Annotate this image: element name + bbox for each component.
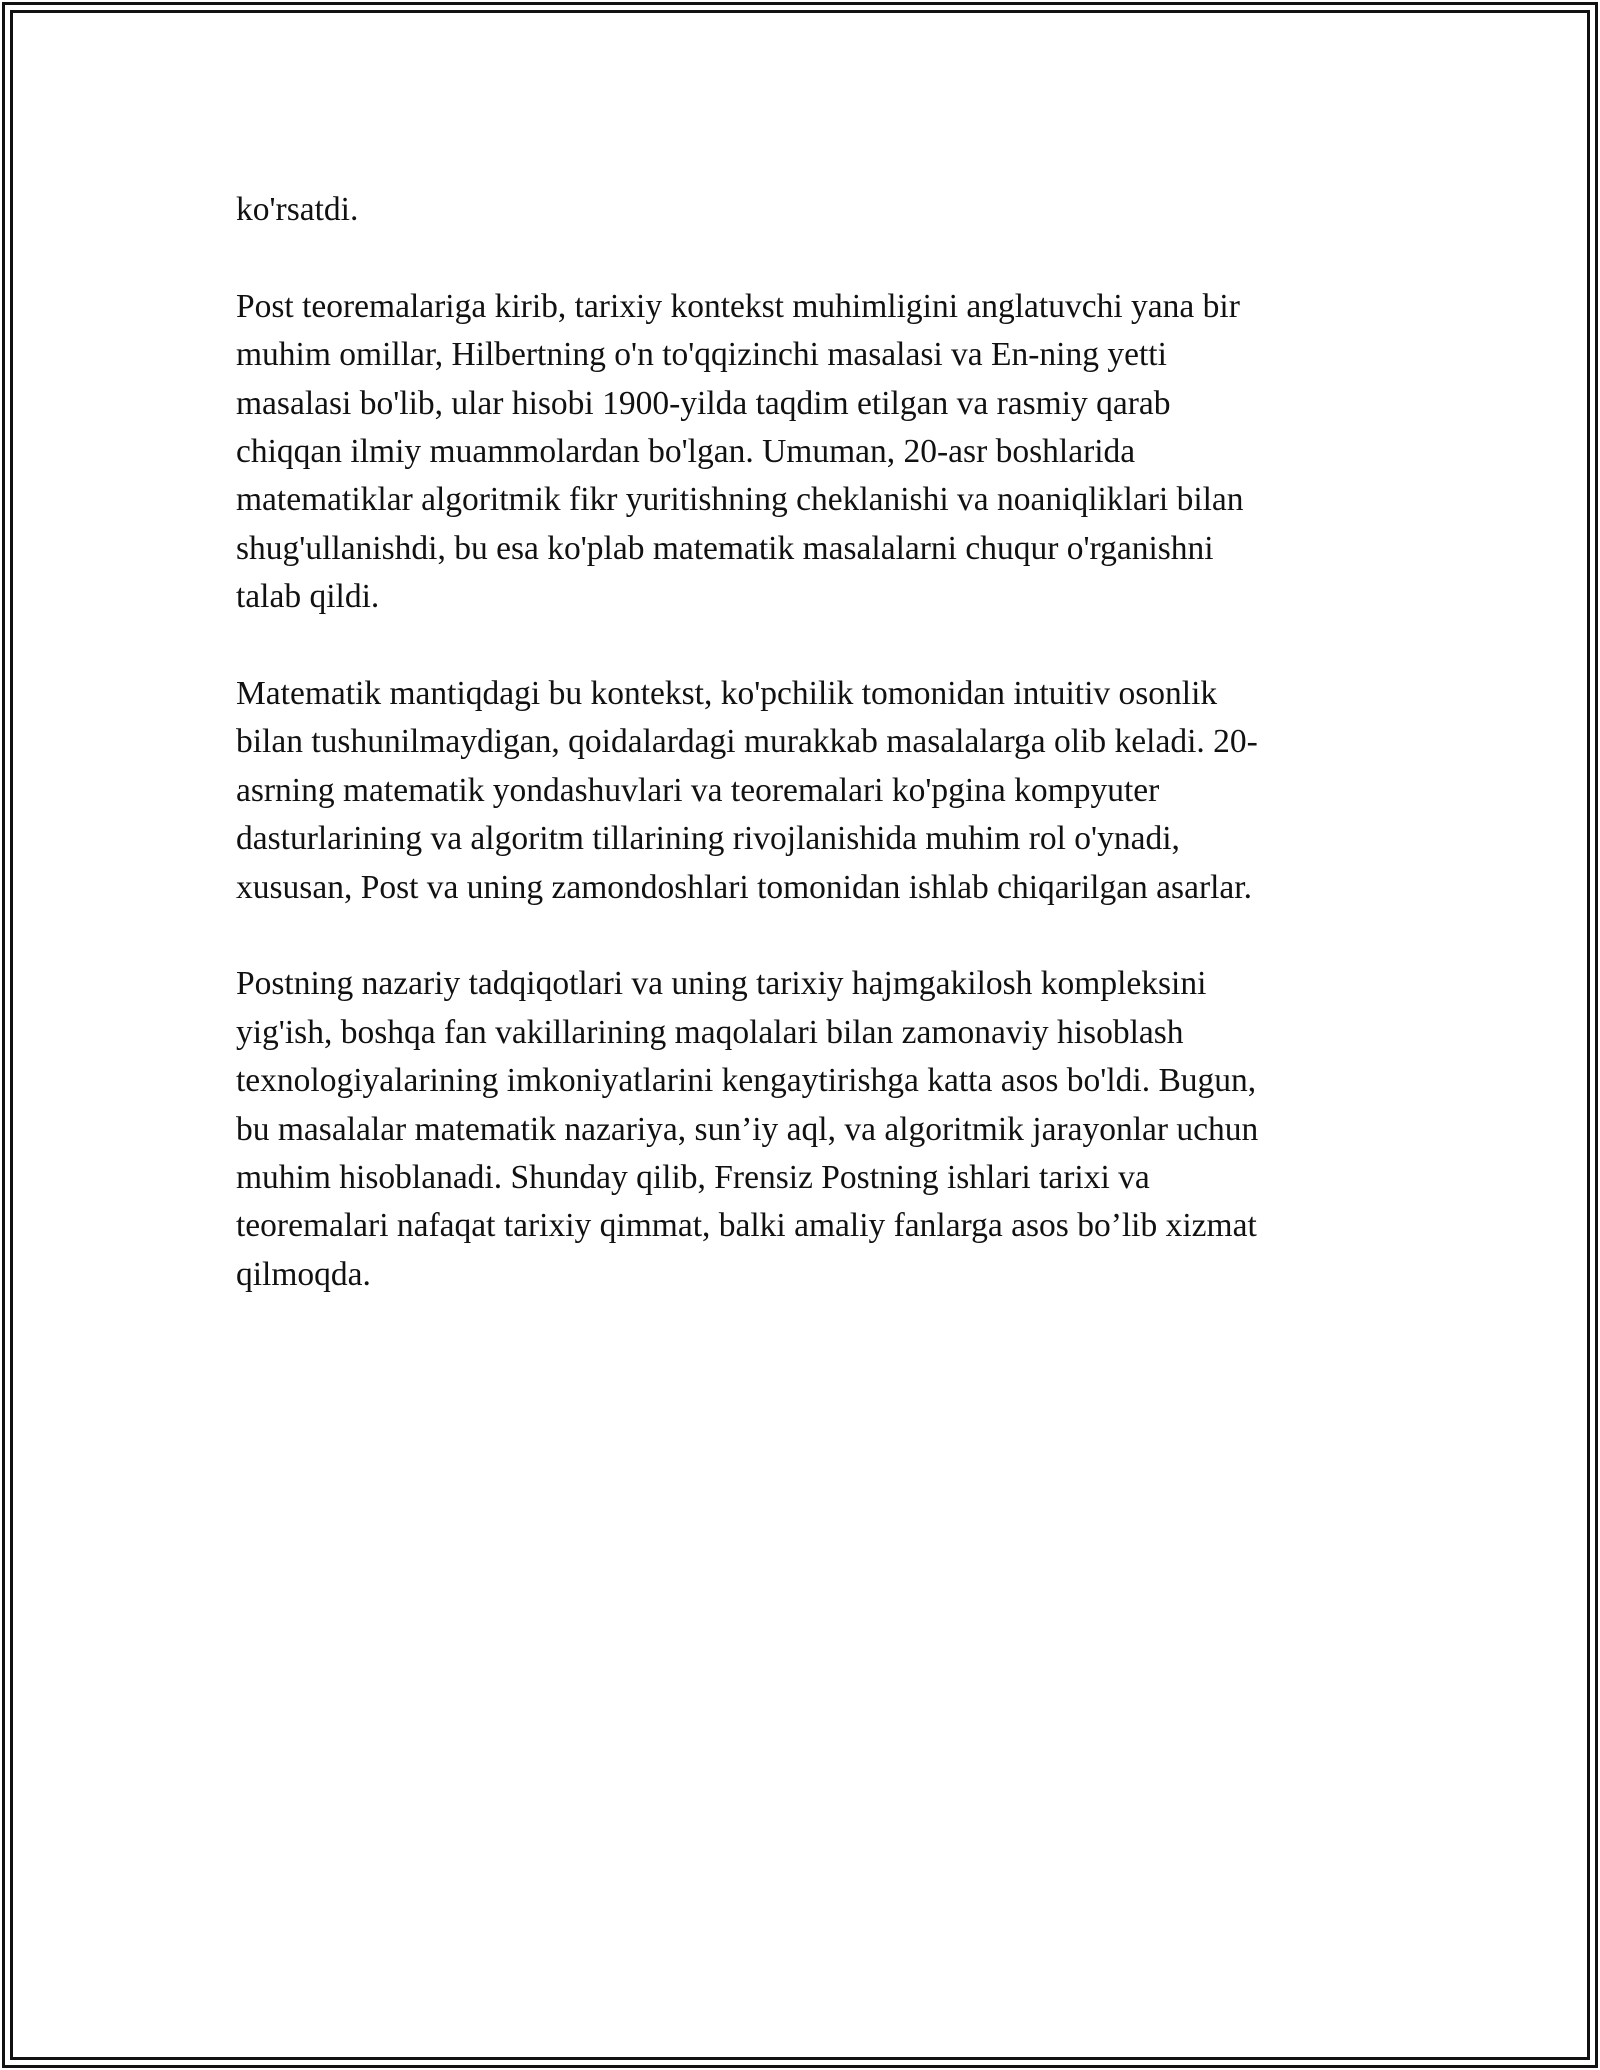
text-line: bu masalalar matematik nazariya, sun’iy aql, va algoritmik jarayonlar uchun bbox=[236, 1110, 1259, 1148]
paragraph-1 bbox=[236, 186, 1366, 234]
paragraph-3 bbox=[236, 670, 1366, 912]
document-body bbox=[236, 186, 1366, 1348]
text-line: dasturlarining va algoritm tillarining rivojlanishida muhim rol o'ynadi, bbox=[236, 820, 1180, 858]
text-line: muhim omillar, Hilbertning o'n to'qqizinchi masalasi va En-ning yetti bbox=[236, 336, 1167, 374]
text-line: bilan tushunilmaydigan, qoidalardagi murakkab masalalarga olib keladi. 20- bbox=[236, 723, 1258, 761]
text-line: yig'ish, boshqa fan vakillarining maqolalari bilan zamonaviy hisoblash bbox=[236, 1013, 1184, 1051]
text-line: Postning nazariy tadqiqotlari va uning tarixiy hajmgakilosh kompleksini bbox=[236, 965, 1207, 1003]
text-line: talab qildi. bbox=[236, 578, 380, 616]
text-line: Post teoremalariga kirib, tarixiy kontekst muhimligini anglatuvchi yana bir bbox=[236, 287, 1240, 325]
text-line: shug'ullanishdi, bu esa ko'plab matematik masalalarni chuqur o'rganishni bbox=[236, 529, 1214, 567]
text-line: xususan, Post va uning zamondoshlari tomonidan ishlab chiqarilgan asarlar. bbox=[236, 868, 1252, 906]
text-line: masalasi bo'lib, ular hisobi 1900-yilda taqdim etilgan va rasmiy qarab bbox=[236, 384, 1171, 422]
text-line: texnologiyalarining imkoniyatlarini kengaytirishga katta asos bo'ldi. Bugun, bbox=[236, 1062, 1257, 1100]
paragraph-4 bbox=[236, 960, 1366, 1299]
text-line: ko'rsatdi. bbox=[236, 191, 359, 228]
text-line: teoremalari nafaqat tarixiy qimmat, balki amaliy fanlarga asos bo’lib xizmat bbox=[236, 1207, 1257, 1245]
text-line: Matematik mantiqdagi bu kontekst, ko'pchilik tomonidan intuitiv osonlik bbox=[236, 675, 1218, 713]
text-line: matematiklar algoritmik fikr yuritishning cheklanishi va noaniqliklari bilan bbox=[236, 481, 1244, 519]
text-line: asrning matematik yondashuvlari va teoremalari ko'pgina kompyuter bbox=[236, 771, 1160, 809]
text-line: qilmoqda. bbox=[236, 1255, 371, 1293]
text-line: muhim hisoblanadi. Shunday qilib, Frensiz Postning ishlari tarixi va bbox=[236, 1159, 1150, 1197]
text-line: chiqqan ilmiy muammolardan bo'lgan. Umuman, 20-asr boshlarida bbox=[236, 433, 1136, 471]
paragraph-2 bbox=[236, 283, 1366, 622]
